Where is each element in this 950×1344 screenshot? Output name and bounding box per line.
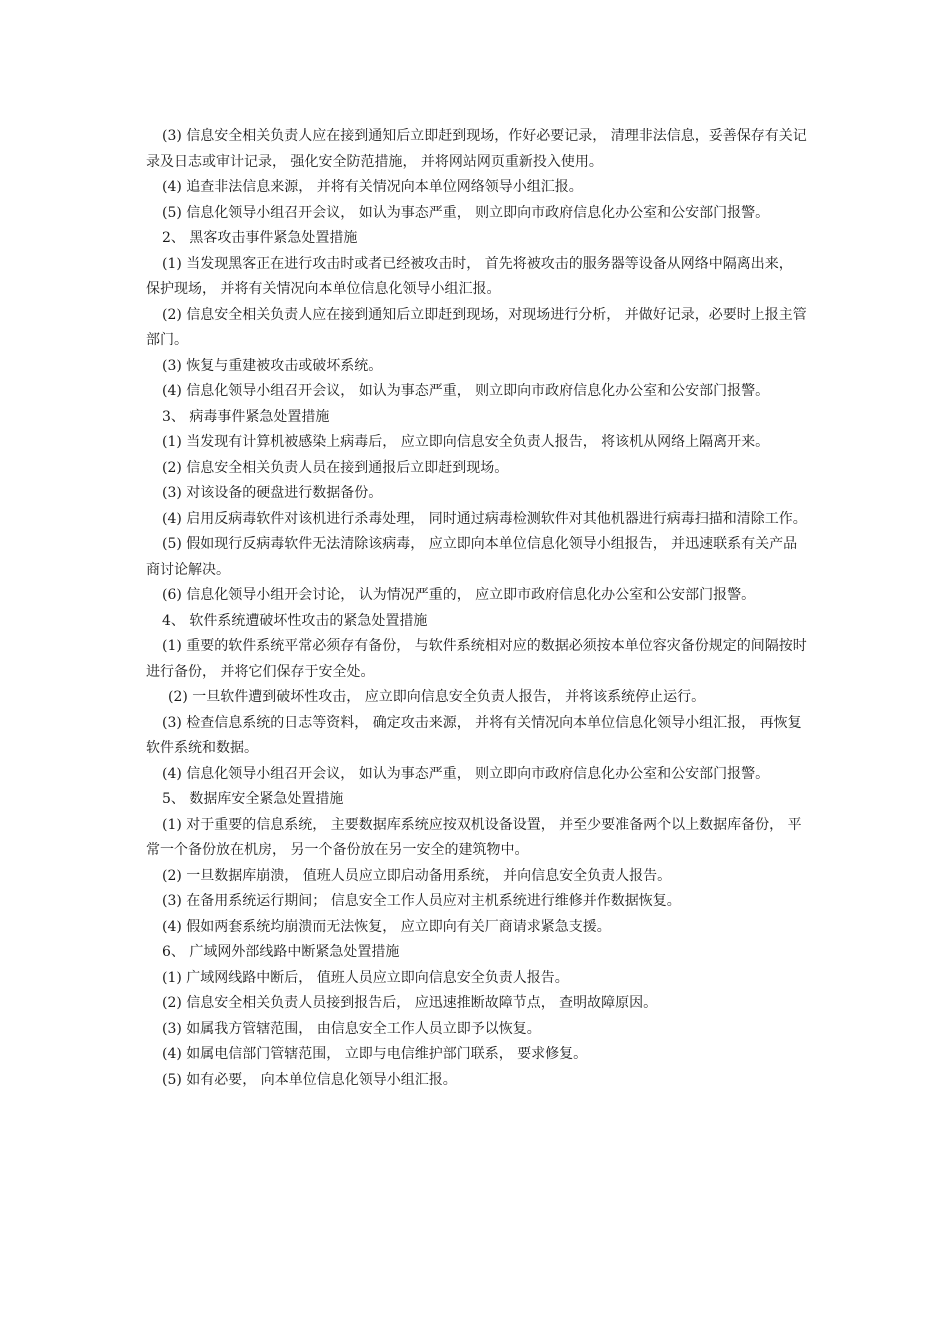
paragraph-item: (1) 重要的软件系统平常必须存有备份， 与软件系统相对应的数据必须按本单位容灾备份规定的间隔按时进行备份， 并将它们保存于安全处。 bbox=[146, 638, 807, 680]
paragraph-item: (4) 假如两套系统均崩溃而无法恢复， 应立即向有关厂商请求紧急支援。 bbox=[162, 918, 611, 935]
paragraph-item: (4) 启用反病毒软件对该机进行杀毒处理， 同时通过病毒检测软件对其他机器进行病毒扫描和清除工作。 bbox=[162, 510, 807, 527]
paragraph-item: (1) 广域网线路中断后， 值班人员应立即向信息安全负责人报告。 bbox=[162, 969, 569, 986]
section-heading: 5、 数据库安全紧急处置措施 bbox=[162, 791, 344, 807]
paragraph-item: (4) 追查非法信息来源， 并将有关情况向本单位网络领导小组汇报。 bbox=[162, 179, 583, 195]
paragraph-item: (5) 如有必要， 向本单位信息化领导小组汇报。 bbox=[162, 1071, 457, 1088]
section-heading: 2、 黑客攻击事件紧急处置措施 bbox=[162, 230, 358, 246]
paragraph-item: (2) 一旦数据库崩溃， 值班人员应立即启动备用系统， 并向信息安全负责人报告。 bbox=[162, 867, 672, 884]
section-heading: 3、 病毒事件紧急处置措施 bbox=[162, 408, 330, 425]
paragraph-item: (5) 假如现行反病毒软件无法清除该病毒， 应立即向本单位信息化领导小组报告， 并迅速联系有关产品商讨论解决。 bbox=[146, 536, 798, 578]
paragraph-item: (3) 对该设备的硬盘进行数据备份。 bbox=[162, 485, 383, 501]
paragraph-item: (3) 如属我方管辖范围， 由信息安全工作人员立即予以恢复。 bbox=[162, 1020, 541, 1037]
paragraph-item: (3) 恢复与重建被攻击或破坏系统。 bbox=[162, 357, 383, 374]
paragraph-item: (6) 信息化领导小组开会讨论， 认为情况严重的， 应立即市政府信息化办公室和公安部门报警。 bbox=[162, 587, 756, 603]
paragraph-item: (4) 如属电信部门管辖范围， 立即与电信维护部门联系， 要求修复。 bbox=[162, 1046, 588, 1062]
paragraph-item: (3) 检查信息系统的日志等资料， 确定攻击来源， 并将有关情况向本单位信息化领导小组汇报， 再恢复软件系统和数据。 bbox=[146, 714, 802, 756]
paragraph-item: (5) 信息化领导小组召开会议， 如认为事态严重， 则立即向市政府信息化办公室和公安部门报警。 bbox=[162, 204, 770, 221]
paragraph-item: (1) 对于重要的信息系统， 主要数据库系统应按双机设备设置， 并至少要准备两个以上数据库备份， 平常一个备份放在机房， 另一个备份放在另一安全的建筑物中。 bbox=[146, 816, 802, 858]
section-heading: 4、 软件系统遭破坏性攻击的紧急处置措施 bbox=[162, 612, 428, 629]
paragraph-item: (1) 当发现有计算机被感染上病毒后， 应立即向信息安全负责人报告， 将该机从网络上隔离开来。 bbox=[162, 434, 770, 450]
paragraph-item: (3) 信息安全相关负责人应在接到通知后立即赶到现场，作好必要记录， 清理非法信息，妥善保存有关记录及日志或审计记录， 强化安全防范措施， 并将网站网页重新投入使用。 bbox=[146, 128, 807, 170]
paragraph-item: (3) 在备用系统运行期间； 信息安全工作人员应对主机系统进行维修并作数据恢复。 bbox=[162, 893, 681, 909]
paragraph-item: (2) 信息安全相关负责人员在接到通报后立即赶到现场。 bbox=[162, 459, 509, 476]
paragraph-item: (2) 信息安全相关负责人应在接到通知后立即赶到现场，对现场进行分析， 并做好记录，必要时上报主管部门。 bbox=[146, 306, 807, 348]
paragraph-item: (4) 信息化领导小组召开会议， 如认为事态严重， 则立即向市政府信息化办公室和公安部门报警。 bbox=[162, 765, 770, 782]
paragraph-item: (2) 一旦软件遭到破坏性攻击， 应立即向信息安全负责人报告， 并将该系统停止运行。 bbox=[168, 689, 706, 705]
paragraph-item: (1) 当发现黑客正在进行攻击时或者已经被攻击时， 首先将被攻击的服务器等设备从网络中隔离出来， 保护现场， 并将有关情况向本单位信息化领导小组汇报。 bbox=[146, 255, 793, 297]
section-heading: 6、 广域网外部线路中断紧急处置措施 bbox=[162, 944, 400, 960]
paragraph-item: (2) 信息安全相关负责人员接到报告后， 应迅速推断故障节点， 查明故障原因。 bbox=[162, 995, 658, 1011]
paragraph-item: (4) 信息化领导小组召开会议， 如认为事态严重， 则立即向市政府信息化办公室和公安部门报警。 bbox=[162, 383, 770, 399]
document-body bbox=[146, 124, 810, 1093]
